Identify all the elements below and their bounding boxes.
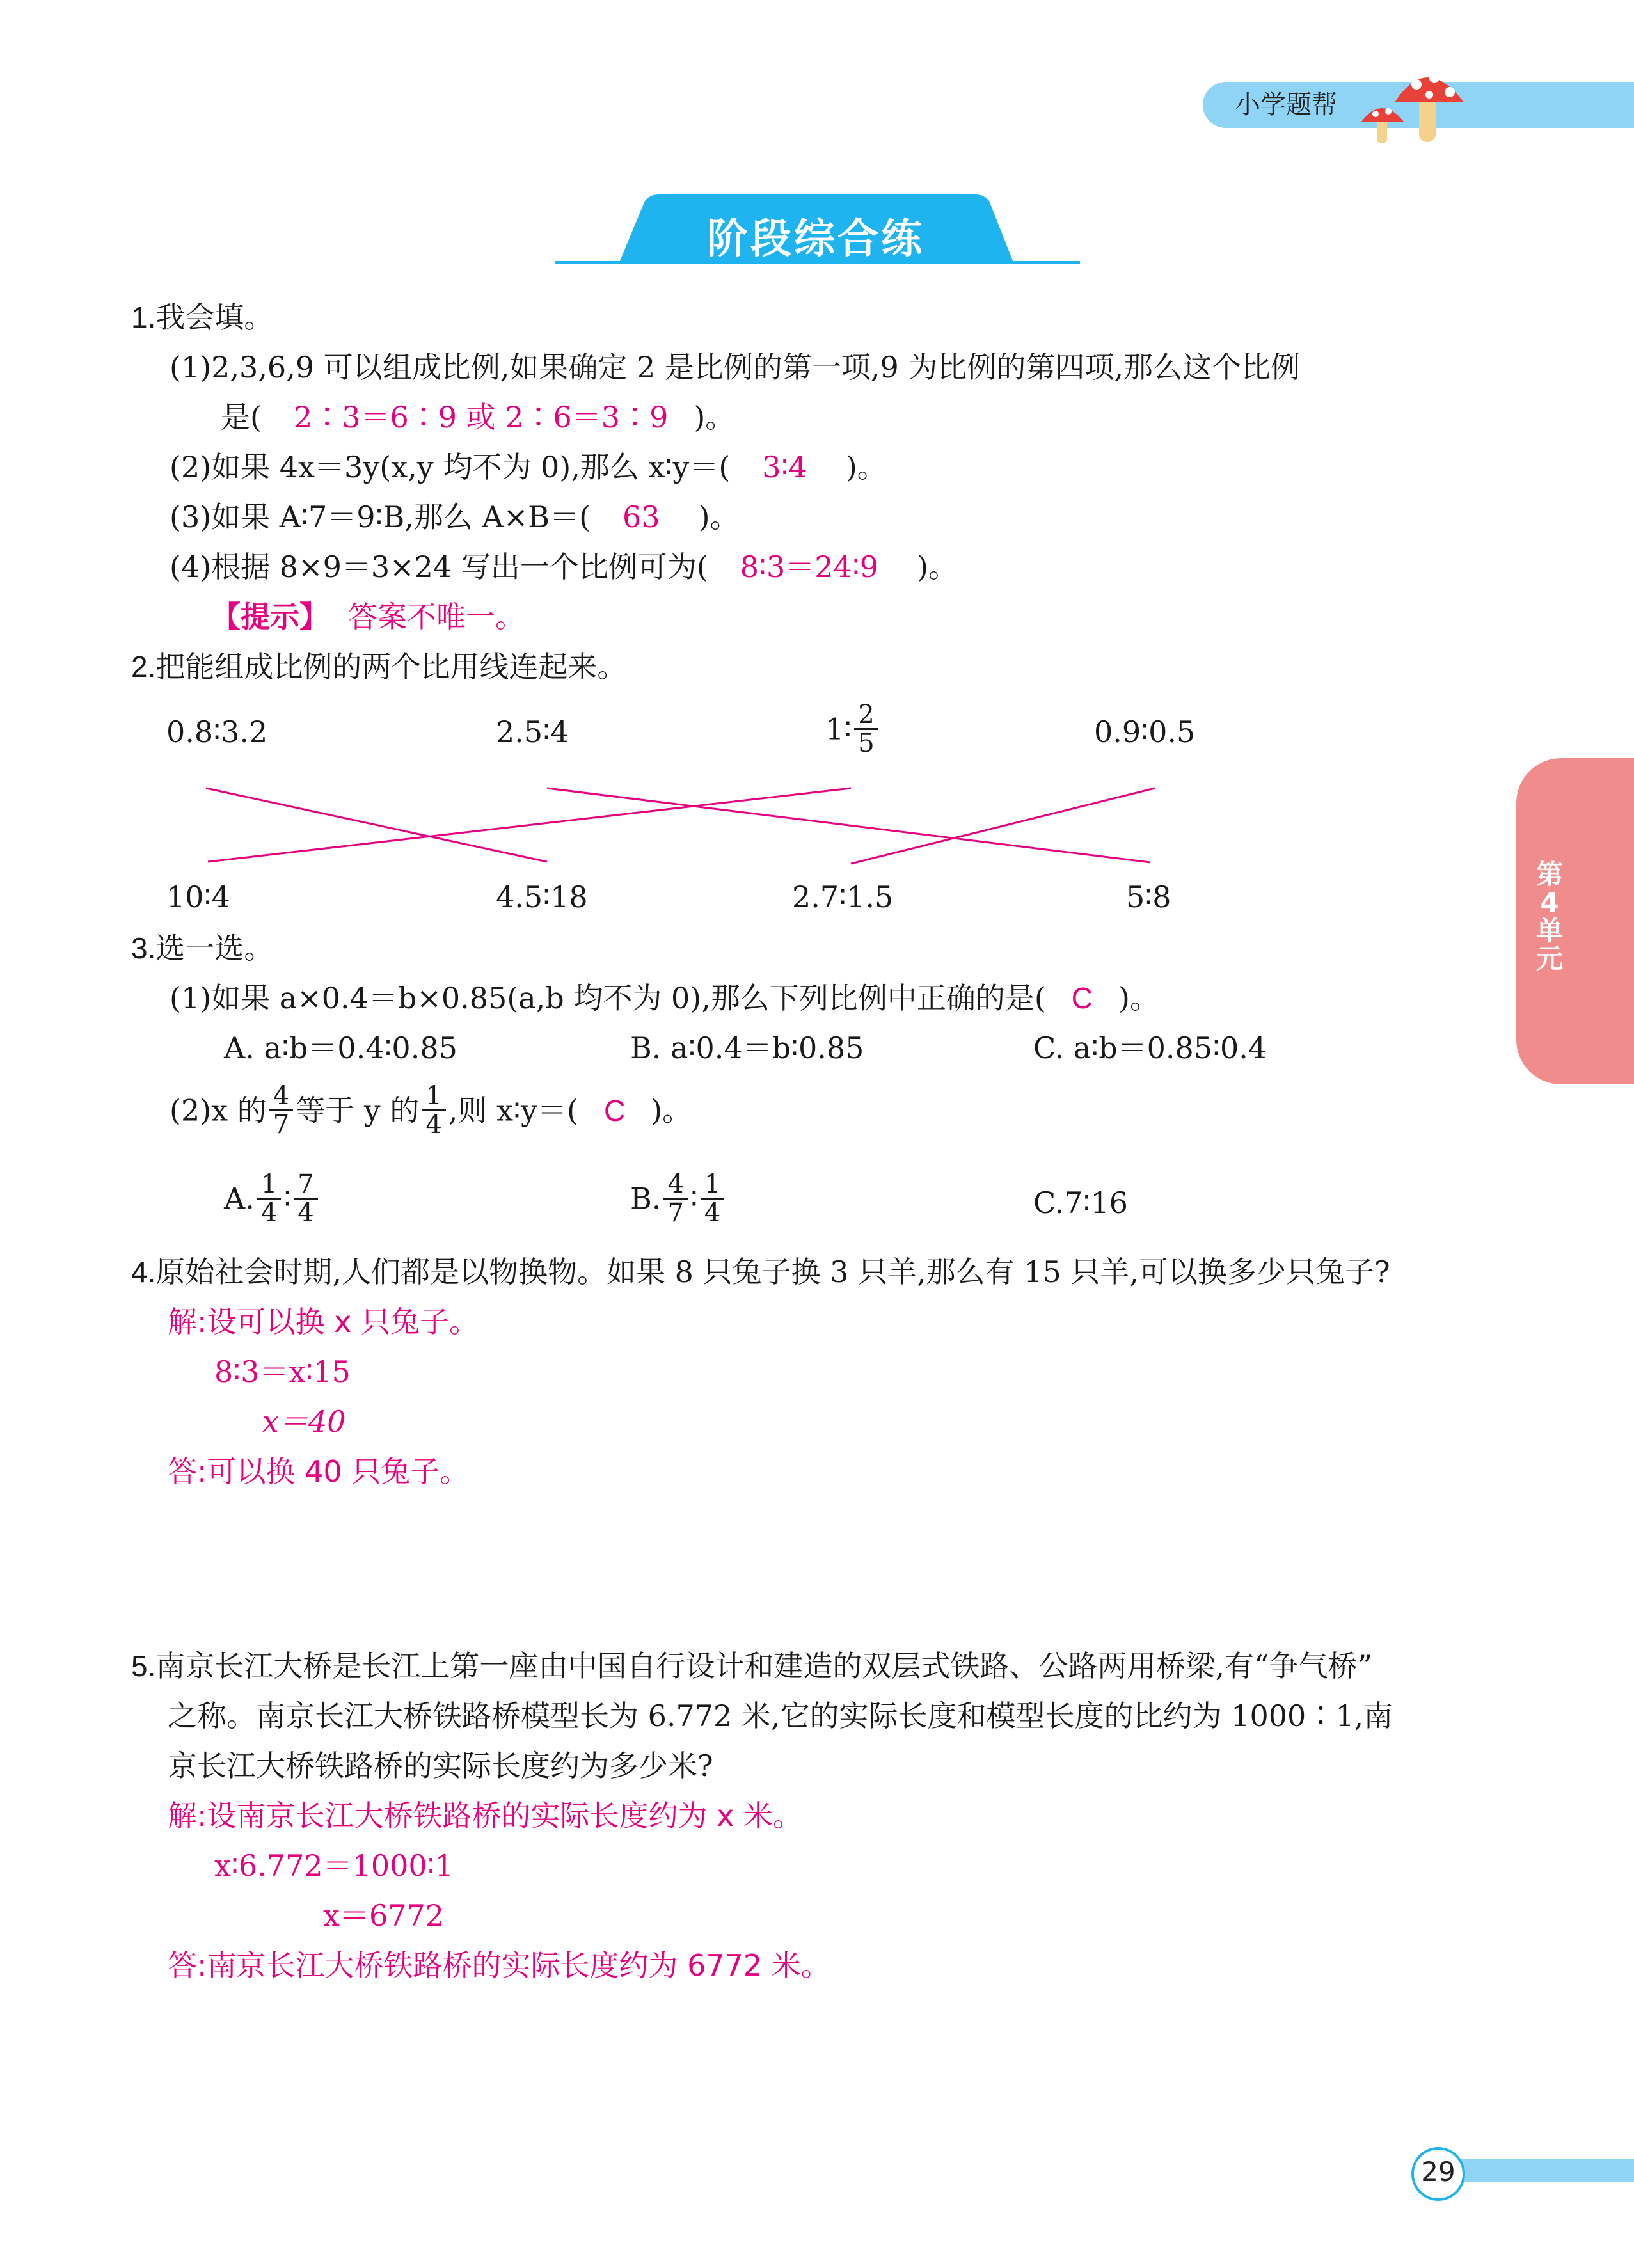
q1-title: 1.我会填。 <box>131 300 274 335</box>
q5-solution-setup: 解:设南京长江大桥铁路桥的实际长度约为 x 米。 <box>168 1798 802 1833</box>
q3-part1: (1)如果 a×0.4＝b×0.85(a,b 均不为 0),那么下列比例中正确的是( C )。 <box>170 981 1159 1015</box>
q2-bottom-ratio-2: 4.5∶18 <box>496 880 588 914</box>
q1-part4-answer: 8∶3＝24∶9 <box>740 550 879 584</box>
q2-bottom-ratio-3: 2.7∶1.5 <box>792 880 894 914</box>
q3-part1-option-a: A. a∶b＝0.4∶0.85 <box>224 1031 457 1065</box>
q3-part1-answer: C <box>1071 981 1093 1015</box>
mushroom-icon <box>1350 59 1471 148</box>
q3-part2-option-a: A. $\frac{1}{4}$ ∶ $\frac{7}{4}$ <box>224 1171 321 1226</box>
q2-top-ratio-4: 0.9∶0.5 <box>1094 715 1196 749</box>
q1-part1-answer: 2∶3＝6∶9 或 2∶6＝3∶9 <box>293 400 669 434</box>
q2-top-ratio-2: 2.5∶4 <box>496 715 569 749</box>
q2-top-ratio-1: 0.8∶3.2 <box>166 715 268 749</box>
q2-top-ratio-3: 1∶ $\frac{2}{5}$ <box>825 701 881 757</box>
q1-part4: (4)根据 8×9＝3×24 写出一个比例可为( 8∶3＝24∶9 )。 <box>170 550 958 584</box>
q4-solution-setup: 解:设可以换 x 只兔子。 <box>168 1304 479 1339</box>
unit-tab-text: 第 4 单 元 <box>1535 859 1563 974</box>
q4-solution-proportion: 8∶3＝x∶15 <box>214 1354 351 1389</box>
q2-bottom-ratio-4: 5∶8 <box>1126 880 1171 914</box>
header-brand: 小学题帮 <box>1235 90 1337 120</box>
q3-title: 3.选一选。 <box>131 931 274 965</box>
q1-part1-line2: 是( 2∶3＝6∶9 或 2∶6＝3∶9 )。 <box>221 400 735 434</box>
q1-hint: 【提示】 答案不唯一。 <box>211 599 525 634</box>
q5-solution-proportion: x∶6.772＝1000∶1 <box>214 1848 454 1883</box>
q1-part2-answer: 3∶4 <box>762 450 807 484</box>
q4-solution-answer: 答:可以换 40 只兔子。 <box>168 1454 470 1489</box>
q1-part2: (2)如果 4x＝3y(x,y 均不为 0),那么 x∶y＝( 3∶4 )。 <box>170 450 887 484</box>
page-title: 阶段综合练 <box>707 216 924 263</box>
q1-part3-answer: 63 <box>623 500 660 534</box>
q1-part3: (3)如果 A∶7＝9∶B,那么 A×B＝( 63 )。 <box>170 500 740 534</box>
q5-line2: 之称。南京长江大桥铁路桥模型长为 6.772 米,它的实际长度和模型长度的比约为 1000∶1,南 <box>168 1699 1393 1733</box>
q2-matching-lines <box>192 774 1177 870</box>
q1-part1-line1: (1)2,3,6,9 可以组成比例,如果确定 2 是比例的第一项,9 为比例的第四项,那么这个比例 <box>170 350 1300 385</box>
q3-part1-option-b: B. a∶0.4＝b∶0.85 <box>630 1031 864 1065</box>
q3-part2-option-b: B. $\frac{4}{7}$ ∶ $\frac{1}{4}$ <box>630 1171 727 1226</box>
q2-bottom-ratio-1: 10∶4 <box>166 880 230 914</box>
q5-line1: 5.南京长江大桥是长江上第一座由中国自行设计和建造的双层式铁路、公路两用桥梁,有“争气桥” <box>131 1649 1373 1683</box>
q4-solution-result: x＝40 <box>262 1404 346 1439</box>
q2-title: 2.把能组成比例的两个比用线连起来。 <box>131 649 627 684</box>
page-number: 29 <box>1421 2156 1456 2187</box>
q3-part2-option-c: C.7∶16 <box>1033 1186 1128 1220</box>
q3-part2-answer: C <box>603 1093 626 1127</box>
q5-solution-result: x＝6772 <box>323 1898 445 1933</box>
q4-title: 4.原始社会时期,人们都是以物换物。如果 8 只兔子换 3 只羊,那么有 15 只羊,可以换多少只兔子? <box>131 1255 1390 1289</box>
q3-part2: (2)x 的 $\frac{4}{7}$ 等于 y 的 $\frac{1}{4}$ ,则 x∶y＝( C )。 <box>170 1081 692 1139</box>
q3-part1-option-c: C. a∶b＝0.85∶0.4 <box>1033 1031 1267 1065</box>
q5-line3: 京长江大桥铁路桥的实际长度约为多少米? <box>168 1749 713 1783</box>
q5-solution-answer: 答:南京长江大桥铁路桥的实际长度约为 6772 米。 <box>168 1948 830 1983</box>
